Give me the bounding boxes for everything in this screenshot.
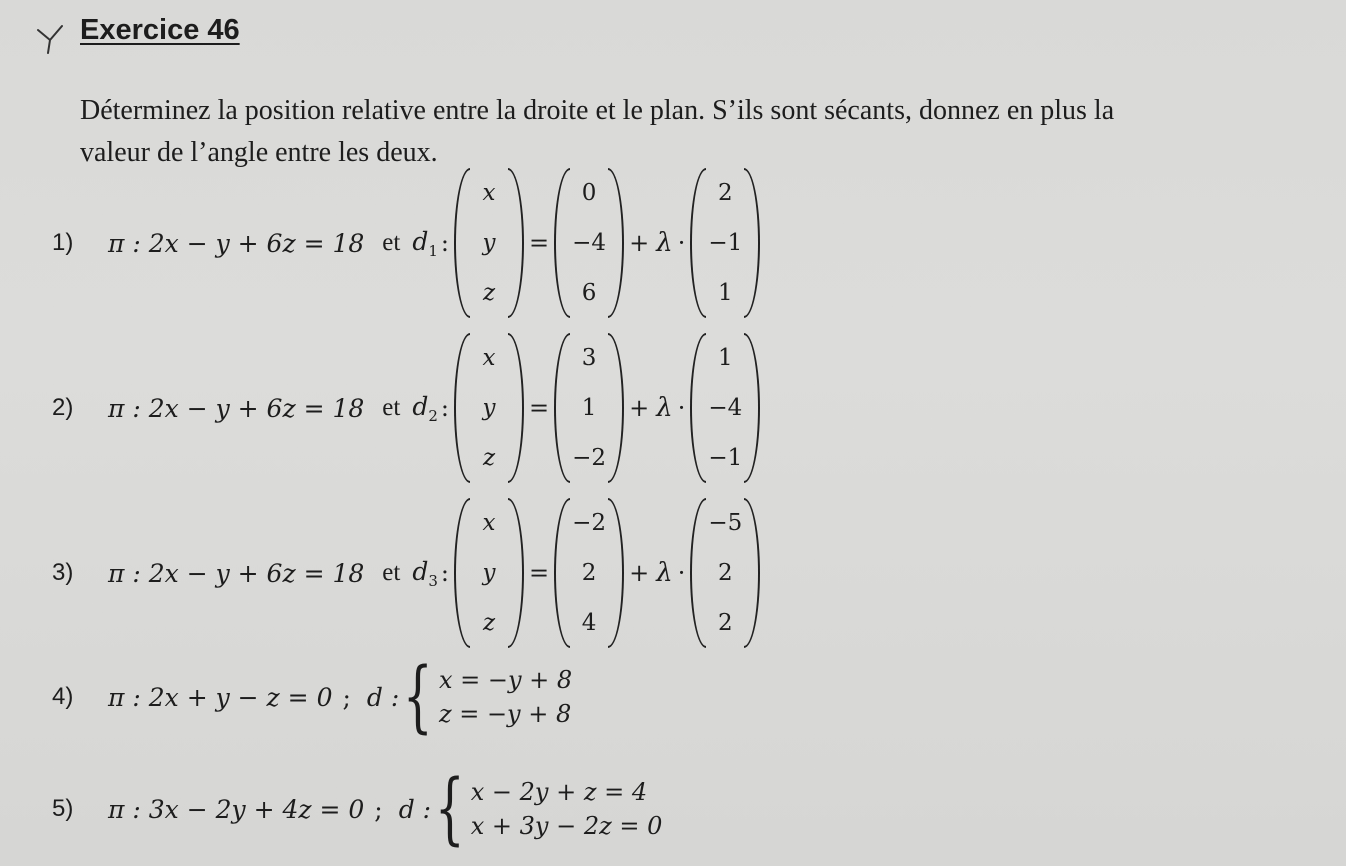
vector-entry: 1 — [581, 395, 597, 421]
vector-entry: z — [482, 445, 496, 471]
direction-vector — [690, 498, 760, 648]
line-equation: $d_3$ : x y z = −2 2 4 + λ · −5 2 2 — [412, 498, 762, 648]
equation-system — [471, 778, 663, 840]
vector-entry: 6 — [581, 280, 597, 306]
plane-equation: π : 2x − y + 6z = 18 — [108, 228, 365, 258]
equation-system — [439, 666, 572, 728]
plane-equation: π : 3x − 2y + 4z = 0 — [108, 794, 365, 824]
system-equation: z = −y + 8 — [438, 700, 572, 728]
exercise-title: Exercice 46 — [80, 14, 240, 46]
vector-entry: x — [482, 180, 496, 206]
exercise-number: 3) — [52, 559, 74, 586]
lambda-parameter: λ — [656, 393, 673, 423]
line-label: d : — [398, 794, 432, 824]
vector-entry: 1 — [718, 345, 733, 371]
point-vector — [554, 168, 624, 318]
exercise-number: 4) — [52, 683, 74, 710]
system-equation: x = −y + 8 — [438, 666, 573, 694]
vector-entry: −4 — [572, 230, 607, 256]
vector-entry: y — [482, 395, 496, 421]
instructions-line-1: Déterminez la position relative entre la droite et le plan. S’ils sont sécants, donnez en plus la — [80, 95, 1115, 126]
vector-entry: 0 — [581, 180, 597, 206]
instructions-line-2: valeur de l’angle entre les deux. — [80, 137, 438, 168]
vector-entry: y — [482, 230, 496, 256]
direction-vector — [690, 333, 760, 483]
exercise-number: 1) — [52, 229, 74, 256]
brace-symbol: { — [403, 652, 434, 742]
connector-et: et — [382, 229, 401, 256]
line-equation: $d_2$ : x y z = 3 1 −2 + λ · 1 −4 −1 — [412, 333, 762, 483]
brace-symbol: { — [435, 764, 465, 854]
variable-vector — [454, 333, 524, 483]
vector-entry: −4 — [708, 395, 743, 421]
vector-entry: −5 — [708, 510, 743, 536]
direction-vector — [690, 168, 760, 318]
connector-et: et — [382, 559, 401, 586]
system-equation: x + 3y − 2z = 0 — [470, 812, 663, 840]
variable-vector — [454, 168, 524, 318]
plane-equation: π : 2x + y − z = 0 — [108, 682, 333, 712]
vector-entry: x — [482, 345, 496, 371]
plane-equation: π : 2x − y + 6z = 18 — [108, 393, 365, 423]
vector-entry: −2 — [572, 445, 607, 471]
exercise-2 — [52, 328, 762, 488]
connector-et: et — [382, 394, 401, 421]
lambda-parameter: λ — [656, 228, 673, 258]
vector-entry: z — [482, 610, 496, 636]
instructions — [80, 90, 1346, 174]
exercise-number: 5) — [52, 795, 74, 822]
vector-entry: 2 — [718, 610, 733, 636]
check-mark-icon — [36, 24, 66, 54]
separator: ; — [374, 794, 383, 824]
variable-vector — [454, 498, 524, 648]
point-vector — [554, 333, 624, 483]
vector-entry: −2 — [572, 510, 607, 536]
system-equation: x − 2y + z = 4 — [470, 778, 648, 806]
vector-entry: −1 — [708, 230, 743, 256]
vector-entry: 2 — [581, 560, 597, 586]
exercise-4 — [52, 652, 573, 742]
point-vector — [554, 498, 624, 648]
vector-entry: z — [482, 280, 496, 306]
exercise-1 — [52, 163, 762, 323]
vector-entry: 1 — [718, 280, 733, 306]
vector-entry: 3 — [581, 345, 597, 371]
line-name: $d_1$ — [412, 226, 438, 260]
exercise-5 — [52, 764, 663, 854]
plane-equation: π : 2x − y + 6z = 18 — [108, 558, 365, 588]
line-name: $d_3$ — [412, 556, 438, 590]
vector-entry: −1 — [708, 445, 743, 471]
vector-entry: 2 — [718, 180, 733, 206]
exercise-3 — [52, 493, 762, 653]
exercise-number: 2) — [52, 394, 74, 421]
lambda-parameter: λ — [656, 558, 673, 588]
line-equation: $d_1$ : x y z = 0 −4 6 + λ · 2 −1 1 — [412, 168, 762, 318]
vector-entry: 4 — [581, 610, 597, 636]
line-label: d : — [366, 682, 400, 712]
separator: ; — [342, 682, 351, 712]
vector-entry: x — [482, 510, 496, 536]
line-name: $d_2$ — [412, 391, 438, 425]
vector-entry: 2 — [718, 560, 733, 586]
vector-entry: y — [482, 560, 496, 586]
